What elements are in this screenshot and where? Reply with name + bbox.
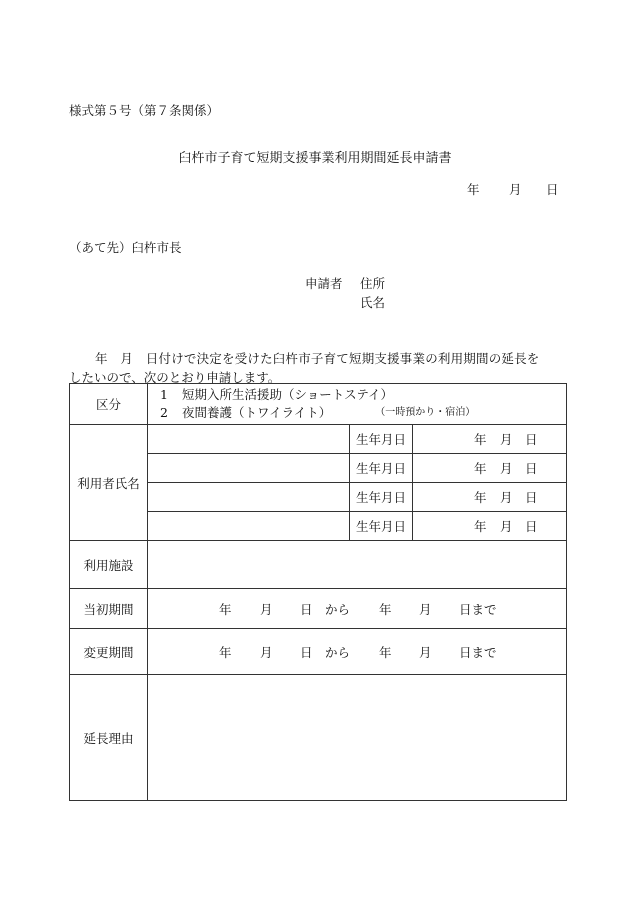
facility-field[interactable] — [148, 541, 567, 589]
dob-field-2[interactable]: 年 月 日 — [413, 454, 567, 483]
user-name-field-1[interactable] — [148, 425, 350, 454]
category-option-2: 2 夜間養護（トワイライト） （一時預かり・宿泊） — [160, 405, 476, 420]
addressee: （あて先）臼杵市長 — [69, 240, 182, 255]
changed-period-label: 変更期間 — [70, 629, 148, 675]
body-line-2: したいので、次のとおり申請します。 — [69, 370, 281, 385]
applicant-name-label: 氏名 — [360, 295, 386, 310]
dob-label-3: 生年月日 — [350, 483, 413, 512]
user-name-field-3[interactable] — [148, 483, 350, 512]
user-name-label: 利用者氏名 — [70, 425, 148, 541]
dob-field-1[interactable]: 年 月 日 — [413, 425, 567, 454]
dob-label-1: 生年月日 — [350, 425, 413, 454]
date-year: 年 — [467, 182, 480, 197]
applicant-address-label: 住所 — [360, 276, 386, 291]
dob-label-4: 生年月日 — [350, 512, 413, 541]
category-option-1: 1 短期入所生活援助（ショートステイ） — [160, 387, 394, 402]
category-label: 区分 — [70, 384, 148, 425]
document-title: 臼杵市子育て短期支援事業利用期間延長申請書 — [178, 151, 452, 166]
reason-field[interactable] — [148, 675, 567, 801]
initial-period-field[interactable]: 年 月 日 から 年 月 日まで — [148, 589, 567, 629]
applicant-label: 申請者 — [305, 276, 343, 291]
date-month: 月 — [509, 182, 522, 197]
date-day: 日 — [546, 182, 559, 197]
body-line-1: 年 月 日付けで決定を受けた臼杵市子育て短期支援事業の利用期間の延長を — [95, 351, 540, 366]
body-text — [69, 349, 564, 387]
user-name-field-4[interactable] — [148, 512, 350, 541]
changed-period-field[interactable]: 年 月 日 から 年 月 日まで — [148, 629, 567, 675]
initial-period-label: 当初期間 — [70, 589, 148, 629]
dob-field-4[interactable]: 年 月 日 — [413, 512, 567, 541]
dob-field-3[interactable]: 年 月 日 — [413, 483, 567, 512]
facility-label: 利用施設 — [70, 541, 148, 589]
user-name-field-2[interactable] — [148, 454, 350, 483]
form-number: 様式第５号（第７条関係） — [69, 103, 220, 118]
category-options — [148, 384, 567, 425]
application-table — [69, 383, 567, 801]
category-option-2-note: （一時預かり・宿泊） — [375, 407, 476, 418]
dob-label-2: 生年月日 — [350, 454, 413, 483]
reason-label: 延長理由 — [70, 675, 148, 801]
